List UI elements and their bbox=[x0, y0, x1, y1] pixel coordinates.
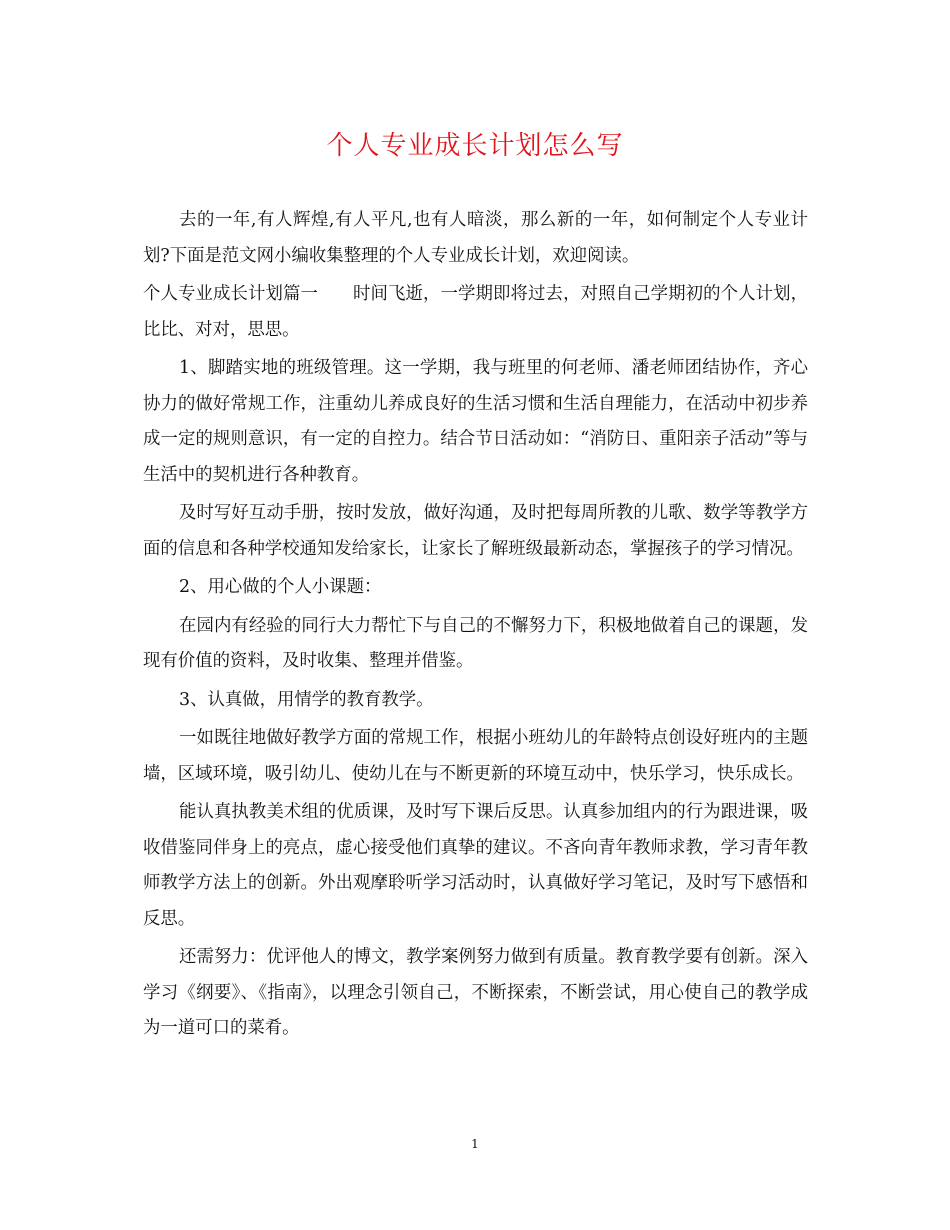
paragraph-teaching-reflection: 能认真执教美术组的优质课，及时写下课后反思。认真参加组内的行为跟进课，吸收借鉴同伴身上的亮点，虚心接受他们真挚的建议。不吝向青年教师求教，学习青年教师教学方法上的创新。外出观摩聆听学习活动时，认真做好学习笔记，及时写下感悟和反思。 bbox=[143, 802, 808, 929]
paragraph-teaching-routine: 一如既往地做好教学方面的常规工作，根据小班幼儿的年龄特点创设好班内的主题墙，区域环境，吸引幼儿、使幼儿在与不断更新的环境互动中，快乐学习，快乐成长。 bbox=[143, 728, 808, 784]
paragraph-section-heading: 个人专业成长计划篇一 时间飞逝，一学期即将过去，对照自己学期初的个人计划，比比、对对，思思。 bbox=[143, 284, 808, 340]
document-title: 个人专业成长计划怎么写 bbox=[326, 131, 624, 161]
paragraph-teaching-heading: 3、认真做，用情学的教育教学。 bbox=[179, 689, 434, 710]
paragraph-improvement: 还需努力：优评他人的博文，教学案例努力做到有质量。教育教学要有创新。深入学习《纲要》、《指南》，以理念引领自己，不断探索，不断尝试，用心使自己的教学成为一道可口的菜肴。 bbox=[143, 947, 808, 1038]
paragraph-research: 在园内有经验的同行大力帮忙下与自己的不懈努力下，积极地做着自己的课题，发现有价值的资料，及时收集、整理并借鉴。 bbox=[143, 615, 808, 671]
page-number: 1 bbox=[471, 1137, 479, 1151]
paragraph-research-heading: 2、用心做的个人小课题： bbox=[179, 577, 382, 597]
paragraph-class-management: 1、脚踏实地的班级管理。这一学期，我与班里的何老师、潘老师团结协作，齐心协力的做好常规工作，注重幼儿养成良好的生活习惯和生活自理能力，在活动中初步养成一定的规则意识，有一定的自控力。结合节日活动如：“消防日、重阳亲子活动”等与生活中的契机进行各种教育。 bbox=[143, 358, 808, 485]
paragraph-parent-communication: 及时写好互动手册，按时发放，做好沟通，及时把每周所教的儿歌、数学等教学方面的信息和各种学校通知发给家长，让家长了解班级最新动态，掌握孩子的学习情况。 bbox=[143, 503, 808, 559]
paragraph-intro: 去的一年,有人辉煌,有人平凡,也有人暗淡，那么新的一年，如何制定个人专业计划?下面是范文网小编收集整理的个人专业成长计划，欢迎阅读。 bbox=[143, 210, 808, 266]
document-body bbox=[143, 203, 808, 1047]
